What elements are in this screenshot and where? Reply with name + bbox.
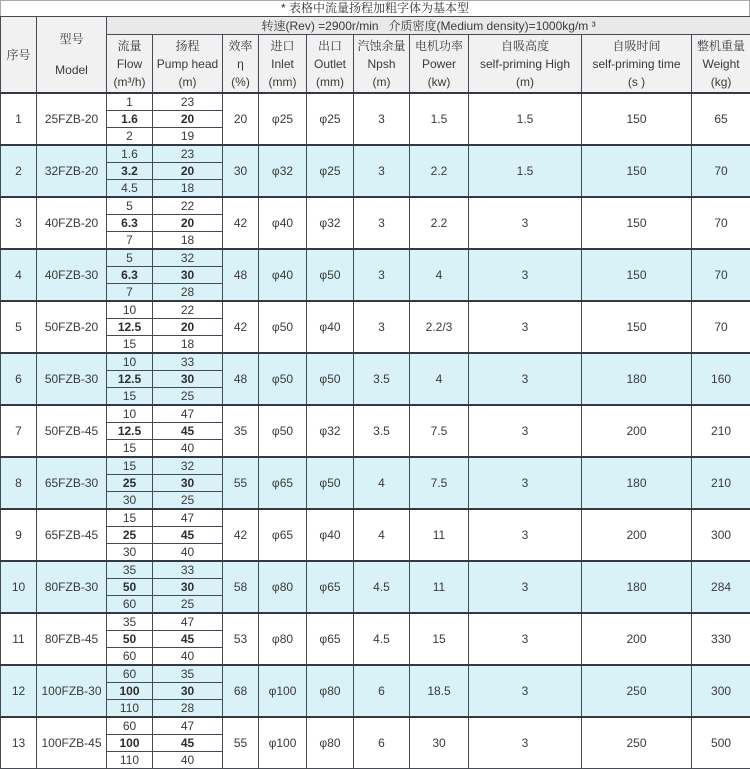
cell-head: 40	[153, 544, 223, 562]
cell-npsh: 4.5	[354, 613, 410, 665]
cell-head: 22	[153, 301, 223, 319]
inlet-header-zh: 进口	[259, 37, 306, 55]
priming-time-header-unit: (s )	[582, 73, 691, 91]
cell-flow: 1.6	[107, 145, 153, 163]
model-header-zh: 型号	[37, 30, 106, 48]
cell-npsh: 4.5	[354, 561, 410, 613]
priming-time-header-zh: 自吸时间	[582, 37, 691, 55]
cell-priming-time: 180	[582, 353, 692, 405]
cell-head: 23	[153, 93, 223, 111]
head-header-en: Pump head	[153, 55, 222, 73]
cell-head: 25	[153, 388, 223, 406]
table-title: * 表格中流量扬程加粗字体为基本型	[0, 0, 750, 16]
model-group	[1, 717, 750, 769]
cell-efficiency: 42	[223, 509, 259, 561]
cell-head: 33	[153, 353, 223, 371]
cell-head: 23	[153, 145, 223, 163]
priming-height-header-unit: (m)	[469, 73, 581, 91]
cell-head: 18	[153, 336, 223, 354]
flow-header-en: Flow	[107, 55, 152, 73]
cell-efficiency: 53	[223, 613, 259, 665]
cell-flow: 35	[107, 613, 153, 631]
flow-header-zh: 流量	[107, 37, 152, 55]
col-header-model	[37, 17, 107, 94]
cell-weight: 210	[692, 405, 750, 457]
cell-model: 80FZB-45	[37, 613, 107, 665]
cell-power: 2.2/3	[410, 301, 469, 353]
cell-outlet: φ32	[307, 405, 354, 457]
cell-inlet: φ50	[259, 301, 307, 353]
cell-head-basic: 45	[153, 735, 223, 752]
cell-head-basic: 30	[153, 683, 223, 700]
cell-head: 40	[153, 752, 223, 769]
cell-flow-basic: 3.2	[107, 163, 153, 180]
cell-outlet: φ40	[307, 301, 354, 353]
cell-model: 40FZB-20	[37, 197, 107, 249]
cell-flow: 15	[107, 509, 153, 527]
cell-outlet: φ40	[307, 509, 354, 561]
cell-power: 18.5	[410, 665, 469, 717]
spec-row	[1, 613, 750, 631]
cell-priming-time: 180	[582, 457, 692, 509]
cell-npsh: 3.5	[354, 353, 410, 405]
conditions-row	[1, 17, 750, 35]
cell-priming-height: 3	[469, 457, 582, 509]
cell-flow-basic: 25	[107, 475, 153, 492]
outlet-header-zh: 出口	[307, 37, 353, 55]
cell-serial: 3	[1, 197, 37, 249]
cell-flow: 1	[107, 93, 153, 111]
spec-row	[1, 665, 750, 683]
operating-conditions-label: 转速(Rev) =2900r/min 介质密度(Medium density)=1000kg/m ³	[107, 17, 750, 35]
col-header-power	[410, 35, 469, 94]
cell-flow: 10	[107, 405, 153, 423]
cell-priming-time: 150	[582, 301, 692, 353]
head-header-zh: 扬程	[153, 37, 222, 55]
model-group	[1, 405, 750, 457]
cell-efficiency: 55	[223, 717, 259, 769]
cell-model: 50FZB-45	[37, 405, 107, 457]
col-header-outlet	[307, 35, 354, 94]
weight-header-zh: 整机重量	[692, 37, 750, 55]
cell-priming-time: 250	[582, 665, 692, 717]
cell-weight: 210	[692, 457, 750, 509]
cell-model: 32FZB-20	[37, 145, 107, 197]
cell-flow-basic: 6.3	[107, 215, 153, 232]
cell-npsh: 6	[354, 665, 410, 717]
cell-serial: 13	[1, 717, 37, 769]
cell-model: 100FZB-30	[37, 665, 107, 717]
cell-flow: 60	[107, 717, 153, 735]
cell-inlet: φ40	[259, 249, 307, 301]
cell-head: 28	[153, 700, 223, 718]
cell-priming-height: 3	[469, 561, 582, 613]
cell-head: 22	[153, 197, 223, 215]
cell-flow: 15	[107, 457, 153, 475]
cell-power: 30	[410, 717, 469, 769]
cell-efficiency: 35	[223, 405, 259, 457]
cell-flow: 30	[107, 492, 153, 510]
cell-efficiency: 48	[223, 249, 259, 301]
cell-head: 19	[153, 128, 223, 146]
cell-power: 1.5	[410, 93, 469, 145]
cell-outlet: φ65	[307, 561, 354, 613]
cell-power: 2.2	[410, 197, 469, 249]
cell-weight: 70	[692, 249, 750, 301]
cell-outlet: φ25	[307, 145, 354, 197]
cell-flow-basic: 25	[107, 527, 153, 544]
cell-priming-height: 3	[469, 717, 582, 769]
cell-head-basic: 20	[153, 163, 223, 180]
cell-head: 35	[153, 665, 223, 683]
cell-inlet: φ32	[259, 145, 307, 197]
col-header-weight	[692, 35, 750, 94]
spec-row	[1, 197, 750, 215]
cell-head: 32	[153, 249, 223, 267]
cell-flow: 35	[107, 561, 153, 579]
cell-weight: 330	[692, 613, 750, 665]
cell-head: 47	[153, 405, 223, 423]
col-header-npsh	[354, 35, 410, 94]
spec-row	[1, 561, 750, 579]
cell-npsh: 4	[354, 457, 410, 509]
cell-serial: 8	[1, 457, 37, 509]
cell-head-basic: 20	[153, 215, 223, 232]
cell-power: 4	[410, 249, 469, 301]
cell-efficiency: 20	[223, 93, 259, 145]
cell-head-basic: 30	[153, 475, 223, 492]
cell-efficiency: 48	[223, 353, 259, 405]
cell-priming-height: 3	[469, 301, 582, 353]
cell-flow: 30	[107, 544, 153, 562]
column-headers-row	[1, 35, 750, 94]
cell-npsh: 4	[354, 509, 410, 561]
cell-priming-height: 1.5	[469, 93, 582, 145]
cell-head-basic: 45	[153, 631, 223, 648]
cell-flow: 10	[107, 301, 153, 319]
spec-row	[1, 457, 750, 475]
cell-power: 11	[410, 509, 469, 561]
cell-priming-time: 180	[582, 561, 692, 613]
cell-priming-time: 150	[582, 197, 692, 249]
cell-flow: 60	[107, 665, 153, 683]
weight-header-unit: (kg)	[692, 73, 750, 91]
cell-weight: 500	[692, 717, 750, 769]
priming-time-header-en: self-priming time	[582, 55, 691, 73]
cell-head-basic: 45	[153, 527, 223, 544]
inlet-header-unit: (mm)	[259, 73, 306, 91]
cell-priming-time: 200	[582, 613, 692, 665]
cell-efficiency: 58	[223, 561, 259, 613]
cell-flow: 15	[107, 336, 153, 354]
cell-model: 65FZB-45	[37, 509, 107, 561]
cell-flow: 7	[107, 284, 153, 302]
model-group	[1, 145, 750, 197]
cell-serial: 1	[1, 93, 37, 145]
cell-power: 2.2	[410, 145, 469, 197]
cell-weight: 70	[692, 301, 750, 353]
cell-flow-basic: 6.3	[107, 267, 153, 284]
model-group	[1, 249, 750, 301]
cell-head-basic: 30	[153, 579, 223, 596]
cell-head: 33	[153, 561, 223, 579]
cell-flow-basic: 50	[107, 631, 153, 648]
cell-priming-height: 3	[469, 197, 582, 249]
cell-head: 47	[153, 613, 223, 631]
cell-power: 7.5	[410, 457, 469, 509]
spec-row	[1, 301, 750, 319]
cell-weight: 70	[692, 145, 750, 197]
cell-priming-height: 3	[469, 405, 582, 457]
col-header-inlet	[259, 35, 307, 94]
cell-head: 18	[153, 180, 223, 198]
cell-flow: 60	[107, 648, 153, 666]
power-header-unit: (kw)	[410, 73, 468, 91]
cell-priming-time: 150	[582, 93, 692, 145]
cell-npsh: 3	[354, 301, 410, 353]
cell-head-basic: 20	[153, 319, 223, 336]
cell-serial: 9	[1, 509, 37, 561]
cell-npsh: 3.5	[354, 405, 410, 457]
cell-priming-height: 3	[469, 353, 582, 405]
model-group	[1, 301, 750, 353]
cell-flow: 110	[107, 752, 153, 769]
cell-head: 25	[153, 492, 223, 510]
cell-serial: 10	[1, 561, 37, 613]
cell-serial: 12	[1, 665, 37, 717]
cell-efficiency: 30	[223, 145, 259, 197]
col-header-head	[153, 35, 223, 94]
cell-model: 25FZB-20	[37, 93, 107, 145]
cell-head-basic: 20	[153, 111, 223, 128]
weight-header-en: Weight	[692, 55, 750, 73]
cell-flow: 2	[107, 128, 153, 146]
cell-model: 65FZB-30	[37, 457, 107, 509]
cell-inlet: φ80	[259, 613, 307, 665]
cell-priming-time: 250	[582, 717, 692, 769]
cell-inlet: φ65	[259, 509, 307, 561]
npsh-header-unit: (m)	[354, 73, 409, 91]
pump-spec-table	[0, 16, 750, 769]
cell-npsh: 3	[354, 93, 410, 145]
cell-flow: 15	[107, 388, 153, 406]
cell-inlet: φ100	[259, 665, 307, 717]
cell-head: 47	[153, 717, 223, 735]
cell-outlet: φ80	[307, 665, 354, 717]
table-header	[1, 17, 750, 94]
cell-npsh: 3	[354, 249, 410, 301]
outlet-header-unit: (mm)	[307, 73, 353, 91]
cell-head-basic: 30	[153, 267, 223, 284]
cell-flow-basic: 100	[107, 683, 153, 700]
cell-outlet: φ80	[307, 717, 354, 769]
cell-flow: 60	[107, 596, 153, 614]
cell-weight: 300	[692, 665, 750, 717]
efficiency-header-zh: 效率	[223, 37, 258, 55]
cell-npsh: 6	[354, 717, 410, 769]
cell-priming-time: 200	[582, 405, 692, 457]
outlet-header-en: Outlet	[307, 55, 353, 73]
cell-head-basic: 45	[153, 423, 223, 440]
col-header-efficiency	[223, 35, 259, 94]
cell-outlet: φ32	[307, 197, 354, 249]
spec-row	[1, 717, 750, 735]
efficiency-header-unit: (%)	[223, 73, 258, 91]
cell-outlet: φ25	[307, 93, 354, 145]
model-group	[1, 665, 750, 717]
cell-priming-height: 1.5	[469, 145, 582, 197]
cell-head: 40	[153, 648, 223, 666]
cell-head-basic: 30	[153, 371, 223, 388]
cell-efficiency: 42	[223, 301, 259, 353]
col-header-priming-height	[469, 35, 582, 94]
cell-flow: 4.5	[107, 180, 153, 198]
spec-row	[1, 145, 750, 163]
inlet-header-en: Inlet	[259, 55, 306, 73]
cell-model: 50FZB-20	[37, 301, 107, 353]
cell-weight: 284	[692, 561, 750, 613]
cell-flow-basic: 12.5	[107, 319, 153, 336]
cell-outlet: φ50	[307, 249, 354, 301]
cell-flow: 15	[107, 440, 153, 458]
cell-flow-basic: 12.5	[107, 423, 153, 440]
cell-inlet: φ80	[259, 561, 307, 613]
cell-npsh: 3	[354, 197, 410, 249]
cell-flow: 5	[107, 249, 153, 267]
spec-row	[1, 405, 750, 423]
cell-priming-height: 3	[469, 665, 582, 717]
cell-serial: 11	[1, 613, 37, 665]
cell-power: 4	[410, 353, 469, 405]
cell-priming-height: 3	[469, 613, 582, 665]
cell-flow: 110	[107, 700, 153, 718]
cell-flow-basic: 12.5	[107, 371, 153, 388]
model-group	[1, 509, 750, 561]
cell-inlet: φ50	[259, 405, 307, 457]
model-header-en: Model	[37, 61, 106, 79]
cell-inlet: φ25	[259, 93, 307, 145]
cell-flow: 5	[107, 197, 153, 215]
cell-head: 40	[153, 440, 223, 458]
cell-serial: 4	[1, 249, 37, 301]
cell-efficiency: 68	[223, 665, 259, 717]
cell-power: 7.5	[410, 405, 469, 457]
col-header-flow	[107, 35, 153, 94]
cell-priming-height: 3	[469, 249, 582, 301]
head-header-unit: (m)	[153, 73, 222, 91]
cell-priming-time: 150	[582, 145, 692, 197]
cell-flow-basic: 100	[107, 735, 153, 752]
cell-flow-basic: 1.6	[107, 111, 153, 128]
cell-power: 11	[410, 561, 469, 613]
cell-inlet: φ65	[259, 457, 307, 509]
cell-weight: 65	[692, 93, 750, 145]
cell-head: 28	[153, 284, 223, 302]
model-group	[1, 197, 750, 249]
flow-header-unit: (m³/h)	[107, 73, 152, 91]
cell-inlet: φ40	[259, 197, 307, 249]
model-group	[1, 613, 750, 665]
npsh-header-zh: 汽蚀余量	[354, 37, 409, 55]
cell-priming-height: 3	[469, 509, 582, 561]
cell-outlet: φ50	[307, 457, 354, 509]
power-header-zh: 电机功率	[410, 37, 468, 55]
cell-model: 40FZB-30	[37, 249, 107, 301]
cell-outlet: φ50	[307, 353, 354, 405]
cell-head: 47	[153, 509, 223, 527]
cell-flow: 7	[107, 232, 153, 250]
cell-serial: 2	[1, 145, 37, 197]
cell-weight: 160	[692, 353, 750, 405]
cell-priming-time: 150	[582, 249, 692, 301]
cell-model: 80FZB-30	[37, 561, 107, 613]
cell-priming-time: 200	[582, 509, 692, 561]
cell-weight: 300	[692, 509, 750, 561]
spec-row	[1, 249, 750, 267]
cell-flow-basic: 50	[107, 579, 153, 596]
col-header-priming-time	[582, 35, 692, 94]
cell-power: 15	[410, 613, 469, 665]
cell-model: 50FZB-30	[37, 353, 107, 405]
priming-height-header-zh: 自吸高度	[469, 37, 581, 55]
cell-head: 25	[153, 596, 223, 614]
model-group	[1, 353, 750, 405]
model-group	[1, 561, 750, 613]
cell-inlet: φ100	[259, 717, 307, 769]
spec-row	[1, 509, 750, 527]
cell-head: 18	[153, 232, 223, 250]
cell-inlet: φ50	[259, 353, 307, 405]
col-header-serial: 序号	[1, 17, 37, 94]
spec-row	[1, 353, 750, 371]
cell-npsh: 3	[354, 145, 410, 197]
spec-row	[1, 93, 750, 111]
power-header-en: Power	[410, 55, 468, 73]
cell-flow: 10	[107, 353, 153, 371]
priming-height-header-en: self-priming High	[469, 55, 581, 73]
efficiency-header-en: η	[223, 55, 258, 73]
cell-model: 100FZB-45	[37, 717, 107, 769]
cell-weight: 70	[692, 197, 750, 249]
cell-outlet: φ65	[307, 613, 354, 665]
cell-serial: 5	[1, 301, 37, 353]
model-group	[1, 457, 750, 509]
cell-efficiency: 42	[223, 197, 259, 249]
cell-serial: 6	[1, 353, 37, 405]
model-group	[1, 93, 750, 145]
cell-serial: 7	[1, 405, 37, 457]
cell-head: 32	[153, 457, 223, 475]
npsh-header-en: Npsh	[354, 55, 409, 73]
cell-efficiency: 55	[223, 457, 259, 509]
model-header-stack	[37, 18, 106, 92]
